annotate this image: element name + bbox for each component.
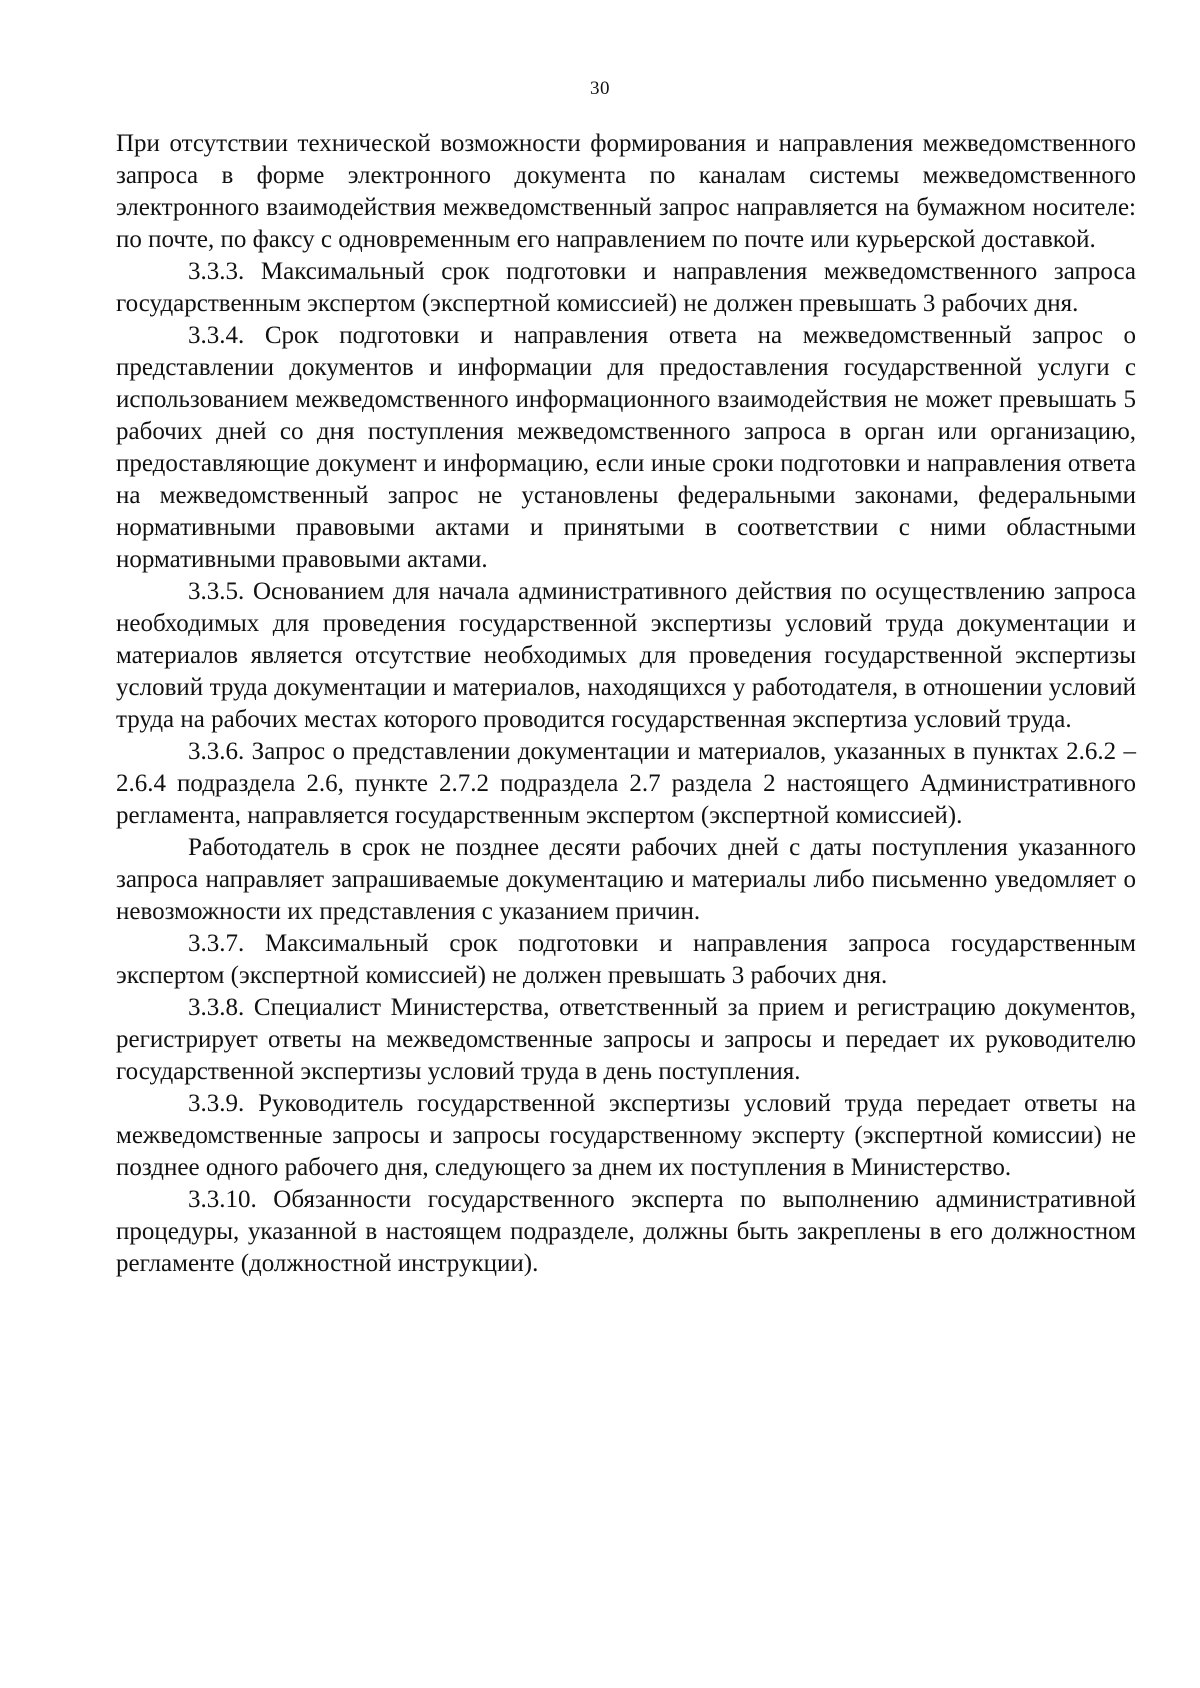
paragraph-3-3-10: 3.3.10. Обязанности государственного эксперта по выполнению административной процедуры, указанной в настоящем подразделе, должны быть закреплены в его должностном регламенте (должностной инструкции). [116,1186,1136,1277]
paragraph-3-3-3: 3.3.3. Максимальный срок подготовки и направления межведомственного запроса государственным экспертом (экспертной комиссией) не должен превышать 3 рабочих дня. [116,258,1136,317]
paragraph-no-technical-possibility: При отсутствии технической возможности формирования и направления межведомственного запроса в форме электронного документа по каналам системы межведомственного электронного взаимодействия межведомственный запрос направляется на бумажном носителе: по почте, по факсу с одновременным его направлением по почте или курьерской доставкой. [116,130,1136,253]
document-body [116,128,1136,1280]
paragraph-3-3-5: 3.3.5. Основанием для начала административного действия по осуществлению запроса необходимых для проведения государственной экспертизы условий труда документации и материалов является отсутствие необходимых для проведения государственной экспертизы условий труда документации и материалов, находящихся у работодателя, в отношении условий труда на рабочих местах которого проводится государственная экспертиза условий труда. [116,578,1136,733]
paragraph-3-3-8: 3.3.8. Специалист Министерства, ответственный за прием и регистрацию документов, регистрирует ответы на межведомственные запросы и запросы и передает их руководителю государственной экспертизы условий труда в день поступления. [116,994,1136,1085]
paragraph-employer-response: Работодатель в срок не позднее десяти рабочих дней с даты поступления указанного запроса направляет запрашиваемые документацию и материалы либо письменно уведомляет о невозможности их представления с указанием причин. [116,834,1136,925]
paragraph-3-3-4: 3.3.4. Срок подготовки и направления ответа на межведомственный запрос о представлении документов и информации для предоставления государственной услуги с использованием межведомственного информационного взаимодействия не может превышать 5 рабочих дней со дня поступления межведомственного запроса в орган или организацию, предоставляющие документ и информацию, если иные сроки подготовки и направления ответа на межведомственный запрос не установлены федеральными законами, федеральными нормативными правовыми актами и принятыми в соответствии с ними областными нормативными правовыми актами. [116,322,1136,573]
paragraph-3-3-6: 3.3.6. Запрос о представлении документации и материалов, указанных в пунктах 2.6.2 – 2.6.4 подраздела 2.6, пункте 2.7.2 подраздела 2.7 раздела 2 настоящего Административного регламента, направляется государственным экспертом (экспертной комиссией). [116,738,1136,829]
paragraph-3-3-9: 3.3.9. Руководитель государственной экспертизы условий труда передает ответы на межведомственные запросы и запросы государственному эксперту (экспертной комиссии) не позднее одного рабочего дня, следующего за днем их поступления в Министерство. [116,1090,1136,1181]
paragraph-3-3-7: 3.3.7. Максимальный срок подготовки и направления запроса государственным экспертом (экспертной комиссией) не должен превышать 3 рабочих дня. [116,930,1136,989]
page-number: 30 [590,78,610,99]
